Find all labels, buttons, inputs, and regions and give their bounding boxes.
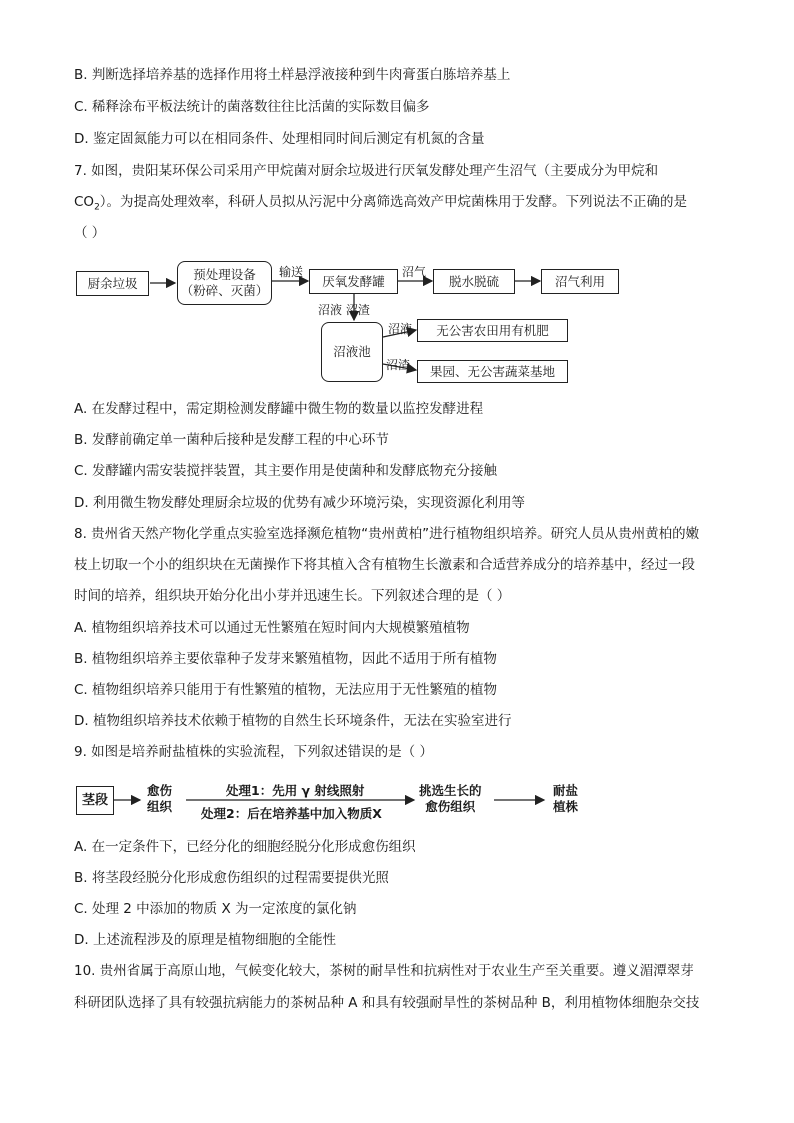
orchard-box: 果园、无公害蔬菜基地	[417, 360, 568, 383]
q9-option-a: A. 在一定条件下，已经分化的细胞经脱分化形成愈伤组织	[74, 839, 416, 855]
q9-stem: 9. 如图是培养耐盐植株的实验流程，下列叙述错误的是（ ）	[74, 744, 433, 760]
slurry-label: 沼液	[388, 322, 413, 336]
q7-option-d: D. 利用微生物发酵处理厨余垃圾的优势有减少环境污染，实现资源化利用等	[74, 495, 525, 511]
q8-stem-line3: 时间的培养，组织块开始分化出小芽并迅速生长。下列叙述合理的是（ ）	[74, 588, 511, 604]
select-callus-label: 挑选生长的 愈伤组织	[419, 783, 482, 814]
slurry-tank-box: 沼液池	[321, 322, 383, 382]
q8-stem-line1: 8. 贵州省天然产物化学重点实验室选择濒危植物“贵州黄柏”进行植物组织培养。研究人员从贵州黄柏的嫩	[74, 526, 700, 542]
q9-option-c: C. 处理 2 中添加的物质 X 为一定浓度的氯化钠	[74, 901, 357, 917]
q9-option-d: D. 上述流程涉及的原理是植物细胞的全能性	[74, 932, 336, 948]
desulfur-box: 脱水脱硫	[433, 269, 515, 294]
q8-option-d: D. 植物组织培养技术依赖于植物的自然生长环境条件，无法在实验室进行	[74, 713, 512, 729]
stem-segment-box: 茎段	[76, 786, 114, 815]
q6-option-d: D. 鉴定固氮能力可以在相同条件、处理相同时间后测定有机氮的含量	[74, 131, 485, 147]
biogas-use-box: 沼气利用	[541, 269, 619, 294]
q10-stem-line1: 10. 贵州省属于高原山地，气候变化较大，茶树的耐旱性和抗病性对于农业生产至关重要。遵义湄潭翠芽	[74, 963, 694, 979]
q10-stem-line2: 科研团队选择了具有较强抗病能力的茶树品种 A 和具有较强耐旱性的茶树品种 B，利用植物体细胞杂交技	[74, 995, 700, 1011]
slurry-residue-label: 沼液 沼渣	[318, 303, 370, 317]
fermenter-box: 厌氧发酵罐	[309, 269, 398, 294]
salt-tolerant-plant-label: 耐盐 植株	[553, 783, 579, 814]
treatment-1-label: 处理1：先用 γ 射线照射	[226, 783, 365, 798]
callus-label: 愈伤 组织	[147, 783, 173, 814]
biogas-label: 沼气	[402, 265, 427, 279]
q6-option-b: B. 判断选择培养基的选择作用将土样悬浮液接种到牛肉膏蛋白胨培养基上	[74, 67, 511, 83]
q7-stem-line3: （ ）	[74, 225, 106, 241]
q8-stem-line2: 枝上切取一个小的组织块在无菌操作下将其植入含有植物生长激素和合适营养成分的培养基中，经过一段	[74, 557, 695, 573]
q8-option-a: A. 植物组织培养技术可以通过无性繁殖在短时间内大规模繁殖植物	[74, 620, 470, 636]
q8-option-c: C. 植物组织培养只能用于有性繁殖的植物，无法应用于无性繁殖的植物	[74, 682, 498, 698]
q9-option-b: B. 将茎段经脱分化形成愈伤组织的过程需要提供光照	[74, 870, 389, 886]
q7-option-a: A. 在发酵过程中，需定期检测发酵罐中微生物的数量以监控发酵进程	[74, 401, 484, 417]
q6-option-c: C. 稀释涂布平板法统计的菌落数往往比活菌的实际数目偏多	[74, 99, 430, 115]
q7-option-c: C. 发酵罐内需安装搅拌装置，其主要作用是使菌种和发酵底物充分接触	[74, 463, 498, 479]
transport-label: 输送	[279, 265, 304, 279]
pretreatment-box: 预处理设备 （粉碎、灭菌）	[177, 261, 272, 305]
fertilizer-box: 无公害农田用有机肥	[417, 319, 568, 342]
q7-stem-line2: $CO_2$）。为提高处理效率，科研人员拟从污泥中分离筛选高效产甲烷菌株用于发酵。下列说法不正确的是	[74, 194, 688, 213]
kitchen-waste-box: 厨余垃圾	[76, 271, 149, 296]
treatment-2-label: 处理2：后在培养基中加入物质X	[201, 806, 382, 821]
q8-option-b: B. 植物组织培养主要依靠种子发芽来繁殖植物，因此不适用于所有植物	[74, 651, 497, 667]
q7-stem-line1: 7. 如图，贵阳某环保公司采用产甲烷菌对厨余垃圾进行厌氧发酵处理产生沼气（主要成分为甲烷和	[74, 163, 659, 179]
residue-label: 沼渣	[386, 358, 411, 372]
q7-option-b: B. 发酵前确定单一菌种后接种是发酵工程的中心环节	[74, 432, 389, 448]
